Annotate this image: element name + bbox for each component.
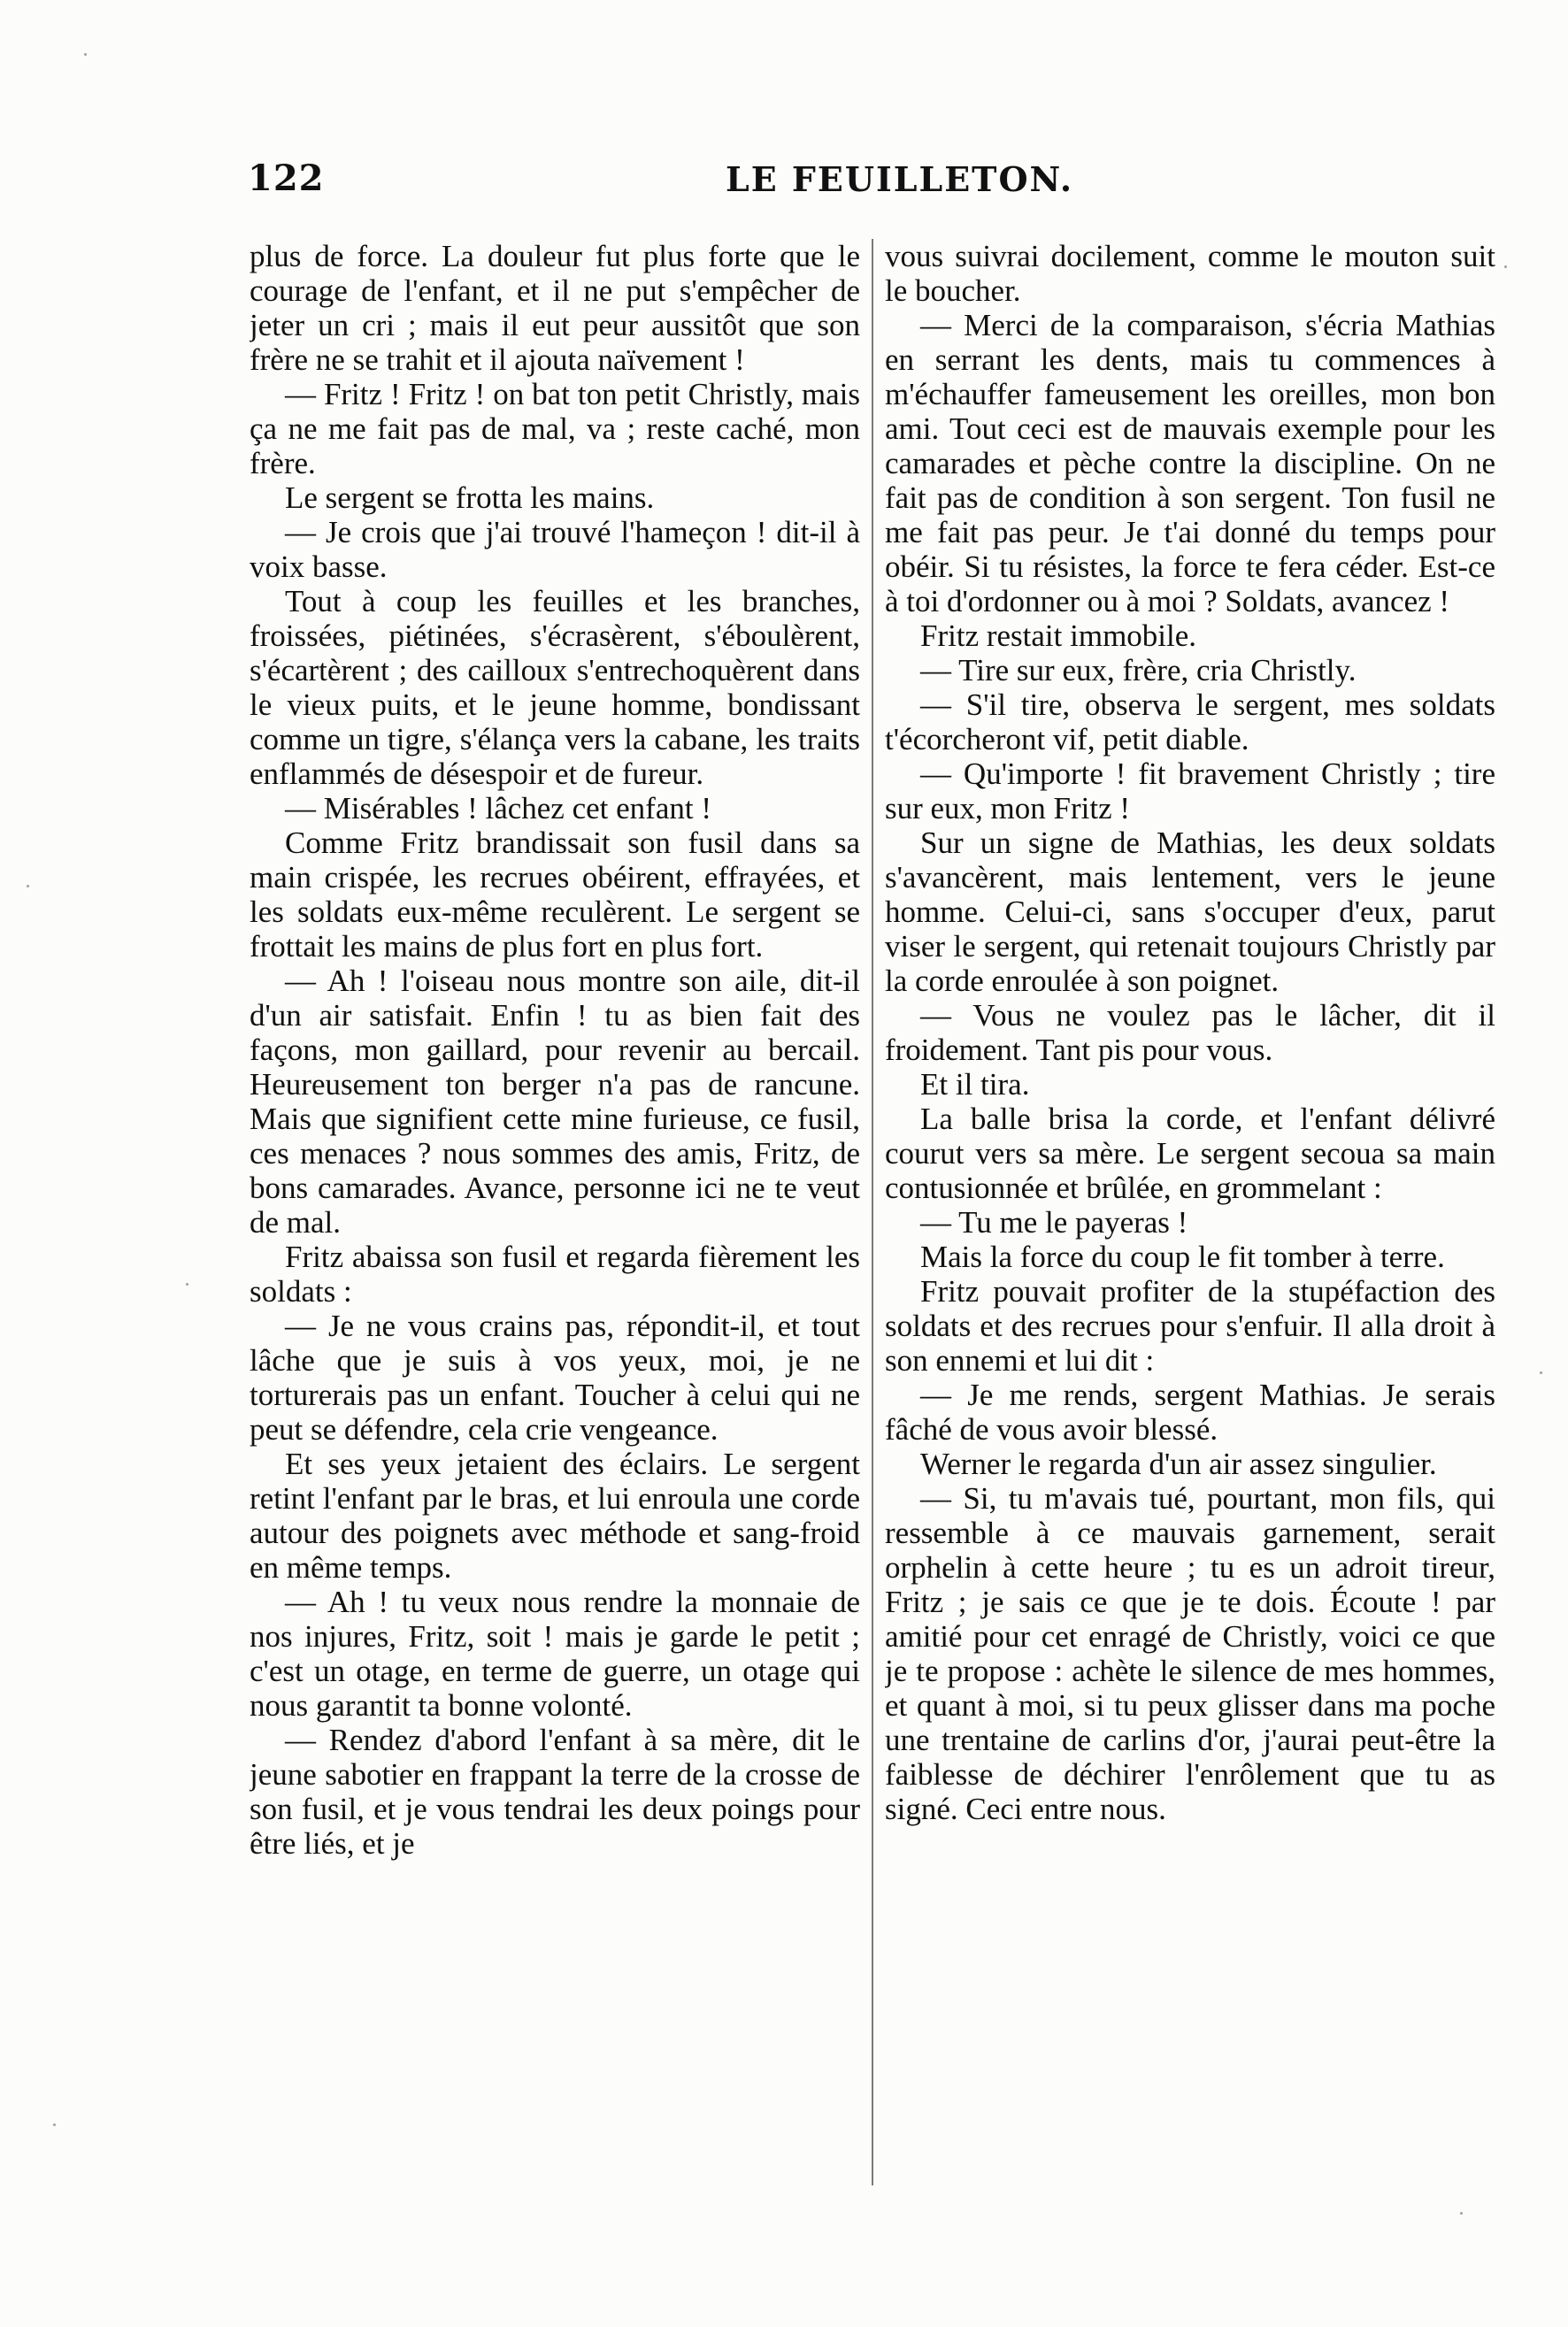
scan-speck	[186, 1283, 188, 1286]
column-rule	[872, 239, 873, 2185]
paragraph: Fritz abaissa son fusil et regarda fièrement les soldats :	[250, 1240, 860, 1309]
paragraph: Tout à coup les feuilles et les branches, froissées, piétinées, s'écrasèrent, s'éboulèrent, s'écartèrent ; des cailloux s'entrechoquèrent dans le vieux puits, et le jeune homme, bondissant comme un tigre, s'élança vers la cabane, les traits enflammés de désespoir et de fureur.	[250, 584, 860, 791]
paragraph: Mais la force du coup le fit tomber à terre.	[920, 1240, 1445, 1274]
paragraph: Fritz pouvait profiter de la stupéfaction des soldats et des recrues pour s'enfuir. Il alla droit à son ennemi et lui dit :	[885, 1274, 1495, 1378]
paragraph: — Rendez d'abord l'enfant à sa mère, dit le jeune sabotier en frappant la terre de la crosse de son fusil, et je vous tendrai les deux poings pour être liés, et je	[250, 1723, 860, 1861]
scan-speck	[1460, 2212, 1463, 2215]
paragraph: Comme Fritz brandissait son fusil dans sa main crispée, les recrues obéirent, effrayées, et les soldats eux-même reculèrent. Le sergent se frottait les mains de plus fort en plus fort.	[250, 826, 860, 964]
running-title: LE FEUILLETON.	[726, 159, 1074, 199]
paragraph: Sur un signe de Mathias, les deux soldats s'avancèrent, mais lentement, vers le jeune homme. Celui-ci, sans s'occuper d'eux, parut viser le sergent, qui retenait toujours Christly par la corde enroulée à son poignet.	[885, 826, 1495, 998]
paragraph: La balle brisa la corde, et l'enfant délivré courut vers sa mère. Le sergent secoua sa main contusionnée et brûlée, en grommelant :	[885, 1102, 1495, 1205]
paragraph: — Je me rends, sergent Mathias. Je serais fâché de vous avoir blessé.	[885, 1378, 1495, 1447]
paragraph: Fritz restait immobile.	[920, 618, 1197, 653]
scan-speck	[1540, 1371, 1542, 1374]
paragraph: — Je ne vous crains pas, répondit-il, et tout lâche que je suis à vos yeux, moi, je ne torturerais pas un enfant. Toucher à celui qui ne peut se défendre, cela crie vengeance.	[250, 1309, 860, 1447]
scan-speck	[27, 885, 29, 887]
paragraph: — Misérables ! lâchez cet enfant !	[285, 791, 711, 826]
scan-speck	[84, 53, 87, 56]
paragraph: — Ah ! l'oiseau nous montre son aile, dit-il d'un air satisfait. Enfin ! tu as bien fait des façons, mon gaillard, pour revenir au bercail. Heureusement ton berger n'a pas de rancune. Mais que signifient cette mine furieuse, ce fusil, ces menaces ? nous sommes des amis, Fritz, de bons camarades. Avance, personne ici ne te veut de mal.	[250, 964, 860, 1240]
scan-speck	[1504, 265, 1507, 268]
paragraph: — Merci de la comparaison, s'écria Mathias en serrant les dents, mais tu commences à m'échauffer fameusement les oreilles, mon bon ami. Tout ceci est de mauvais exemple pour les camarades et pèche contre la discipline. On ne fait pas de condition à son sergent. Ton fusil ne me fait pas peur. Je t'ai donné du temps pour obéir. Si tu résistes, la force te fera céder. Est-ce à toi d'ordonner ou à moi ? Soldats, avancez !	[885, 308, 1495, 618]
paragraph: — Fritz ! Fritz ! on bat ton petit Christly, mais ça ne me fait pas de mal, va ; reste caché, mon frère.	[250, 377, 860, 480]
paragraph: — Vous ne voulez pas le lâcher, dit il froidement. Tant pis pour vous.	[885, 998, 1495, 1067]
paragraph: — Je crois que j'ai trouvé l'hameçon ! dit-il à voix basse.	[250, 515, 860, 584]
paragraph: Et ses yeux jetaient des éclairs. Le sergent retint l'enfant par le bras, et lui enroula une corde autour des poignets avec méthode et sang-froid en même temps.	[250, 1447, 860, 1585]
paragraph: Et il tira.	[920, 1067, 1030, 1102]
left-text-column	[250, 239, 860, 2185]
paragraph: — S'il tire, observa le sergent, mes soldats t'écorcheront vif, petit diable.	[885, 687, 1495, 756]
paragraph: Werner le regarda d'un air assez singulier.	[920, 1447, 1437, 1481]
paragraph: — Tu me le payeras !	[920, 1205, 1188, 1240]
paragraph: — Tire sur eux, frère, cria Christly.	[920, 653, 1357, 687]
scan-speck	[53, 2123, 56, 2126]
paragraph: — Ah ! tu veux nous rendre la monnaie de nos injures, Fritz, soit ! mais je garde le petit ; c'est un otage, en terme de guerre, un otage qui nous garantit ta bonne volonté.	[250, 1585, 860, 1723]
paragraph: Le sergent se frotta les mains.	[285, 480, 655, 515]
paragraph: plus de force. La douleur fut plus forte que le courage de l'enfant, et il ne put s'empêcher de jeter un cri ; mais il eut peur aussitôt que son frère ne se trahit et il ajouta naïvement !	[250, 239, 860, 377]
paragraph: — Si, tu m'avais tué, pourtant, mon fils, qui ressemble à ce mauvais garnement, serait orphelin à cette heure ; tu es un adroit tireur, Fritz ; je sais ce que je te dois. Écoute ! par amitié pour cet enragé de Christly, voici ce que je te propose : achète le silence de mes hommes, et quant à moi, si tu peux glisser dans ma poche une trentaine de carlins d'or, j'aurai peut-être la faiblesse de déchirer l'enrôlement que tu as signé. Ceci entre nous.	[885, 1481, 1495, 1826]
paragraph: — Qu'importe ! fit bravement Christly ; tire sur eux, mon Fritz !	[885, 756, 1495, 826]
page-number: 122	[248, 157, 325, 199]
paragraph: vous suivrai docilement, comme le mouton suit le boucher.	[885, 239, 1495, 308]
right-text-column	[885, 239, 1495, 2185]
